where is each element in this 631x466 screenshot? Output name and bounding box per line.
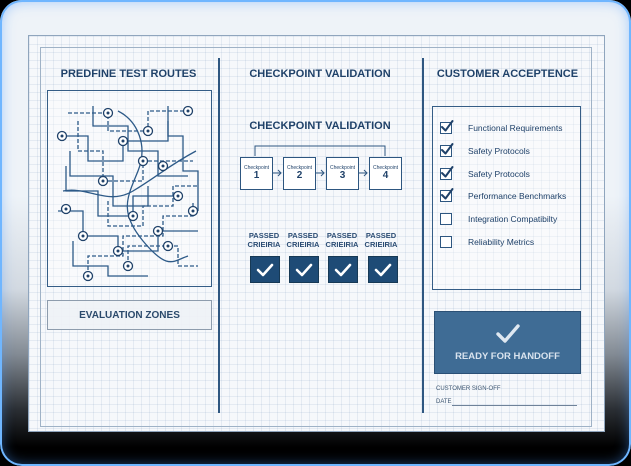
date-label: DATE: [436, 399, 452, 405]
test-routes-title: PREDFINE TEST ROUTES: [60, 68, 197, 80]
acceptance-item-label: Reliability Metrics: [468, 237, 535, 247]
checkbox[interactable]: [440, 145, 452, 157]
checkpoint-3[interactable]: [326, 157, 359, 190]
checkpoint-1[interactable]: [240, 157, 273, 190]
pass-label-1-line2: CRIEIRIA: [247, 240, 281, 249]
customer-signoff-label: CUSTOMER SIGN-OFF: [436, 386, 501, 392]
checkmark-icon: [440, 119, 454, 133]
pass-label-1-line1: PASSED: [248, 231, 280, 240]
pass-label-4-line2: CRIEIRIA: [364, 240, 398, 249]
pass-label-2-line2: CRIEIRIA: [286, 240, 320, 249]
checkpoint-3-label: Checkpoint: [329, 165, 355, 171]
checkmark-icon: [295, 263, 313, 277]
acceptance-item-label: Safety Protocols: [468, 146, 530, 156]
checkpoint-2-label: Checkpoint: [286, 165, 312, 171]
acceptance-title: CUSTOMER ACCEPTENCE: [436, 68, 579, 80]
pass-label-4: [357, 231, 405, 249]
acceptance-item-label: Safety Protocols: [468, 169, 530, 179]
pass-label-4-line1: PASSED: [365, 231, 397, 240]
checkmark-icon: [374, 263, 392, 277]
pass-label-3-line2: CRIEIRIA: [325, 240, 359, 249]
acceptance-item-label: Functional Requirements: [468, 123, 563, 133]
handoff-label: READY FOR HANDOFF: [455, 351, 560, 362]
checkbox[interactable]: [440, 122, 452, 134]
checkpoint-1-label: Checkpoint: [243, 165, 269, 171]
checkmark-icon: [440, 142, 454, 156]
ready-for-handoff-button[interactable]: [434, 311, 581, 374]
checkmark-icon: [440, 187, 454, 201]
acceptance-item-label: Performance Benchmarks: [468, 191, 567, 201]
column-divider-left: [218, 58, 220, 413]
checkpoint-2[interactable]: [283, 157, 316, 190]
pass-label-3-line1: PASSED: [326, 231, 358, 240]
pass-check-3[interactable]: [328, 256, 358, 283]
checkpoint-4-label: Checkpoint: [372, 165, 398, 171]
pass-check-2[interactable]: [289, 256, 319, 283]
acceptance-item[interactable]: [440, 167, 530, 181]
acceptance-item[interactable]: [440, 121, 563, 135]
checkpoint-4[interactable]: [369, 157, 402, 190]
checkmark-icon: [440, 165, 454, 179]
checkpoint-title: CHECKPOINT VALIDATION: [249, 68, 391, 80]
checkbox[interactable]: [440, 168, 452, 180]
checkmark-icon: [256, 263, 274, 277]
checkpoint-3-number: 3: [339, 170, 346, 181]
acceptance-item-label: Integration Compatibilty: [468, 214, 558, 224]
date-signature-line[interactable]: [452, 405, 577, 406]
acceptance-item[interactable]: [440, 212, 557, 226]
checkmark-icon: [495, 323, 521, 345]
pass-check-4[interactable]: [368, 256, 398, 283]
evaluation-zones-label: EVALUATION ZONES: [79, 309, 180, 321]
acceptance-item[interactable]: [440, 235, 534, 249]
checkbox[interactable]: [440, 236, 452, 248]
pass-check-1[interactable]: [250, 256, 280, 283]
column-divider-right: [422, 58, 424, 413]
evaluation-zones-button[interactable]: [47, 300, 212, 330]
checkpoint-subtitle: CHECKPOINT VALIDATION: [249, 120, 391, 132]
pass-label-2-line1: PASSED: [287, 231, 319, 240]
route-map[interactable]: [47, 90, 212, 287]
checkpoint-1-number: 1: [253, 170, 260, 181]
route-network-diagram: [48, 91, 211, 286]
acceptance-item[interactable]: [440, 189, 566, 203]
checkbox[interactable]: [440, 190, 452, 202]
checkbox[interactable]: [440, 213, 452, 225]
checkpoint-4-number: 4: [382, 170, 389, 181]
checkpoint-2-number: 2: [296, 170, 303, 181]
acceptance-item[interactable]: [440, 144, 530, 158]
checkmark-icon: [334, 263, 352, 277]
